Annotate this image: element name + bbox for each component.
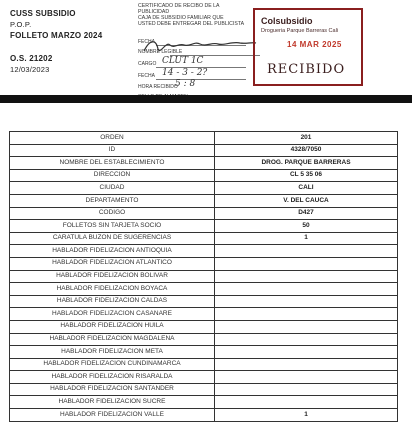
row-value <box>215 396 398 409</box>
table-row <box>10 283 398 296</box>
row-label: CARATULA BUZON DE SUGERENCIAS <box>10 232 215 245</box>
row-label: ORDEN <box>10 132 215 145</box>
row-value <box>215 358 398 371</box>
row-value <box>215 295 398 308</box>
table-row <box>10 144 398 157</box>
row-label: CODIGO <box>10 207 215 220</box>
department: P.O.P. <box>10 20 32 29</box>
row-value <box>215 320 398 333</box>
receipt-heading: CERTIFICADO DE RECIBO DE LA PUBLICIDAD CAJA DE SUBSIDIO FAMILIAR QUE USTED DEBE ENTREGAR DEL PUBLICISTA <box>138 3 245 27</box>
row-value: CALI <box>215 182 398 195</box>
stamp-subtitle: Drogueria Parque Barreras Cali <box>261 28 339 34</box>
row-value <box>215 333 398 346</box>
org-name: CUSS SUBSIDIO <box>10 9 76 18</box>
row-value <box>215 383 398 396</box>
table-row <box>10 320 398 333</box>
row-value: CL 5 35 06 <box>215 169 398 182</box>
separator-bar <box>0 95 412 103</box>
table-row <box>10 346 398 359</box>
name-label: NOMBRE LEGIBLE <box>138 49 183 55</box>
row-label: FOLLETOS SIN TARJETA SOCIO <box>10 220 215 233</box>
row-value: 50 <box>215 220 398 233</box>
row-value <box>215 270 398 283</box>
row-label: HABLADOR FIDELIZACION BOLIVAR <box>10 270 215 283</box>
table-row <box>10 383 398 396</box>
received-date-line <box>156 79 246 80</box>
table-row <box>10 182 398 195</box>
table-row <box>10 194 398 207</box>
table-row <box>10 308 398 321</box>
row-label: HABLADOR FIDELIZACION RISARALDA <box>10 371 215 384</box>
row-value: DROG. PARQUE BARRERAS <box>215 157 398 170</box>
row-value: D427 <box>215 207 398 220</box>
row-value <box>215 257 398 270</box>
table-row <box>10 132 398 145</box>
row-label: HABLADOR FIDELIZACION CASANARE <box>10 308 215 321</box>
row-label: CIUDAD <box>10 182 215 195</box>
row-value: 1 <box>215 232 398 245</box>
document-title: FOLLETO MARZO 2024 <box>10 31 103 40</box>
row-label: HABLADOR FIDELIZACION CUNDINAMARCA <box>10 358 215 371</box>
role-label: CARGO <box>138 61 157 67</box>
stamp-received: RECIBIDO <box>267 62 346 77</box>
row-label: HABLADOR FIDELIZACION VALLE <box>10 409 215 422</box>
row-label: ID <box>10 144 215 157</box>
table-row <box>10 333 398 346</box>
row-label: HABLADOR FIDELIZACION SUCRE <box>10 396 215 409</box>
row-value <box>215 283 398 296</box>
row-value <box>215 371 398 384</box>
row-label: HABLADOR FIDELIZACION BOYACA <box>10 283 215 296</box>
signature <box>140 35 260 57</box>
table-row <box>10 270 398 283</box>
received-time-value: 5 : 8 <box>175 79 196 89</box>
row-value <box>215 245 398 258</box>
row-value: 1 <box>215 409 398 422</box>
received-stamp <box>253 8 363 86</box>
table-row <box>10 245 398 258</box>
table-row <box>10 207 398 220</box>
received-date-label: FECHA <box>138 73 155 79</box>
reference-date: 12/03/2023 <box>10 65 50 74</box>
row-label: HABLADOR FIDELIZACION ATLANTICO <box>10 257 215 270</box>
document-header <box>10 8 102 75</box>
row-label: DEPARTAMENTO <box>10 194 215 207</box>
row-label: HABLADOR FIDELIZACION SANTANDER <box>10 383 215 396</box>
table-row <box>10 257 398 270</box>
table-row <box>10 295 398 308</box>
row-value: 4328/7050 <box>215 144 398 157</box>
table-row <box>10 358 398 371</box>
row-value: V. DEL CAUCA <box>215 194 398 207</box>
table-row <box>10 396 398 409</box>
table-row <box>10 409 398 422</box>
row-label: DIRECCION <box>10 169 215 182</box>
row-value: 201 <box>215 132 398 145</box>
row-label: NOMBRE DEL ESTABLECIMIENTO <box>10 157 215 170</box>
date-label: FECHA <box>138 39 155 45</box>
row-value <box>215 308 398 321</box>
reference-code: O.S. 21202 <box>10 54 53 63</box>
row-label: HABLADOR FIDELIZACION HUILA <box>10 320 215 333</box>
distribution-table <box>9 131 398 422</box>
table-row <box>10 169 398 182</box>
row-label: HABLADOR FIDELIZACION ANTIOQUIA <box>10 245 215 258</box>
table-row <box>10 232 398 245</box>
received-time-label: HORA RECIBIDO <box>138 84 178 90</box>
role-value: CLUT 1C <box>162 56 204 66</box>
table-row <box>10 371 398 384</box>
received-date-value: 14 - 3 - 2? <box>162 68 208 78</box>
table-row <box>10 220 398 233</box>
row-label: HABLADOR FIDELIZACION MAGDALENA <box>10 333 215 346</box>
row-label: HABLADOR FIDELIZACION META <box>10 346 215 359</box>
stamp-brand: Colsubsidio <box>261 16 313 26</box>
row-value <box>215 346 398 359</box>
row-label: HABLADOR FIDELIZACION CALDAS <box>10 295 215 308</box>
stamp-date: 14 MAR 2025 <box>287 40 342 49</box>
table-row <box>10 157 398 170</box>
